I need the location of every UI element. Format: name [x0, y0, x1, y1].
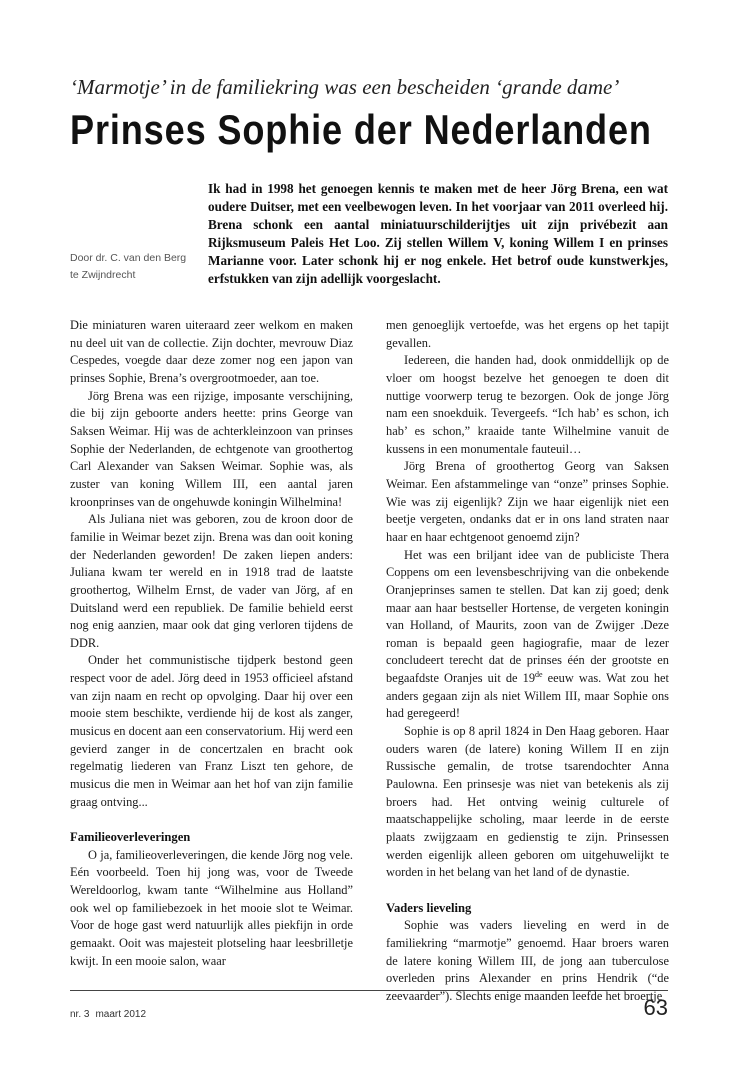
- article-title: Prinses Sophie der Nederlanden: [70, 106, 652, 153]
- page-number: 63: [643, 995, 668, 1020]
- body-text: Het was een briljant idee van de publiciste Thera Coppens om een levensbeschrijving van die onbekende Oranjeprinses samen te stellen. Dat kan zij goed; denk maar aan haar bestseller Hortense, de vergeten koningin van Holland, of Maurits, zoon van de Zwijger .Deze roman is bepaald geen hagiografie, maar de lezer concludeert terecht dat de prinses één der grootste en begaafdste Oranjes uit de 19: [386, 547, 669, 686]
- issue-date: maart 2012: [95, 1009, 147, 1020]
- body-paragraph: Als Juliana niet was geboren, zou de kroon door de familie in Weimar bezet zijn. Brena was dan ooit koning der Nederlanden geworden! De zaken liepen anders: Juliana kwam ter wereld en in 1918 trad de laatste groothertog, Wilhelm Ernst, de vader van Jörg, af en Duitsland werd een republiek. De familie behield eerst nog enig aanzien, maar ook dat ging verloren tijdens de DDR.: [70, 512, 353, 650]
- section-gap: [386, 882, 669, 900]
- byline-author: Door dr. C. van den Berg: [70, 252, 187, 264]
- article-subtitle: ‘Marmotje’ in de familiekring was een bescheiden ‘grande dame’: [70, 75, 620, 99]
- body-paragraph: Iedereen, die handen had, dook onmiddellijk op de vloer om hoogst bezelve het genoegen te doen dit nuttige voorwerp terug te bezorgen. Ook de jonge Jörg nam een snoekduik. Tevergeefs. “Ich hab’ es schon, ich hab’ es schon,” kraaide tante Wilhelmine vanuit de kussens in een monumentale fauteuil…: [386, 353, 669, 456]
- body-paragraph: [386, 547, 669, 724]
- body-paragraph: Jörg Brena of groothertog Georg van Saksen Weimar. Een afstammelinge van “onze” prinses Sophie. Wie was zij eigenlijk? Zijn we haar eigenlijk niet een beetje vergeten, ondanks dat er in ons land straten naar haar en haar echtgenoot genoemd zijn?: [386, 459, 669, 544]
- body-text: eeuw was. Wat zou het anders gegaan zijn als niet Willem III, maar Sophie ons had geregeerd!: [386, 671, 669, 721]
- body-column-left: [70, 317, 353, 970]
- superscript: de: [535, 670, 543, 679]
- footer-issue-info: [70, 1009, 146, 1020]
- section-gap: [70, 811, 353, 829]
- footer-rule: [70, 990, 668, 991]
- section-heading: Familieoverleveringen: [70, 830, 191, 845]
- body-paragraph: Jörg Brena was een rijzige, imposante verschijning, die bij zijn geboorte anders heette: prins George van Saksen Weimar. Hij was de achterkleinzoon van prinses Sophie der Nederlanden, de echtgenote van groothertog Carl Alexander van Saksen Weimar. Sophie was, als zuster van koning Willem III, een aantal jaren kroonprinses van de ongehuwde koningin Wilhelmina!: [70, 388, 353, 509]
- body-paragraph: Die miniaturen waren uiteraard zeer welkom en maken nu deel uit van de collectie. Zijn dochter, mevrouw Diaz Cespedes, voegde daar deze zomer nog een japon van prinses Sophie, Brena’s overgrootmoeder, aan toe.: [70, 318, 353, 385]
- body-paragraph: Sophie was vaders lieveling en werd in de familiekring “marmotje” genoemd. Haar broers waren de latere koning Willem III, de jong aan tuberculose overleden prins Alexander en prins Hendrik (“de zeevaarder”). Slechts enige maanden leefde het broertje: [386, 918, 669, 1003]
- byline: [70, 250, 200, 284]
- body-column-right: [386, 317, 669, 1006]
- body-paragraph: Sophie is op 8 april 1824 in Den Haag geboren. Haar ouders waren (de latere) koning Willem II en zijn Russische gemalin, de trotse tsarendochter Anna Paulowna. Een prinsesje was niet van betekenis als zij broers had. Het ontving weinig culturele of maatschappelijke scholing, maar leerde in de eerste plaats zwijgzaam en gedienstig te zijn. Prinsessen werden eigenlijk alleen geboren om uitgehuwelijkt te worden in het belang van het land of de dynastie.: [386, 724, 669, 880]
- body-paragraph: Onder het communistische tijdperk bestond geen respect voor de adel. Jörg deed in 1953 officieel afstand van zijn naam en recht op opvolging. Daar hij over een mooie stem beschikte, verdiende hij de kost als zanger, musicus en docent aan een conservatorium. Hij werd een gevierd zanger in de concertzalen en bracht ook regelmatig liederen van Franz Liszt ten gehore, de musicus die men in Weimar aan het hof van zijn familie graag ontving...: [70, 653, 353, 809]
- byline-location: te Zwijndrecht: [70, 269, 136, 281]
- body-paragraph: O ja, familieoverleveringen, die kende Jörg nog vele. Eén voorbeeld. Toen hij jong was, voor de Tweede Wereldoorlog, kwam tante “Wilhelmine aus Holland” ook wel op familiebezoek in het mooie slot te Weimar. Voor de hoge gast werd natuurlijk alles piekfijn in orde gemaakt. Ooit was majesteit plotseling haar leesbrilletje kwijt. In een mooie salon, waar: [70, 847, 353, 968]
- issue-number: nr. 3: [70, 1009, 90, 1020]
- lead-paragraph: Ik had in 1998 het genoegen kennis te maken met de heer Jörg Brena, een wat oudere Duitser, met een veelbewogen leven. In het voorjaar van 2011 overleed hij. Brena schonk een aantal miniatuurschilderijtjes uit zijn privébezit aan Rijksmuseum Paleis Het Loo. Zij stellen Willem V, koning Willem I en prinses Marianne voor. Later schonk hij er nog enkele. Het betrof oude kunstwerkjes, erfstukken van zijn adellijk voorgeslacht.: [208, 181, 668, 287]
- section-heading: Vaders lieveling: [386, 900, 472, 915]
- body-paragraph: men genoeglijk vertoefde, was het ergens op het tapijt gevallen.: [386, 318, 669, 350]
